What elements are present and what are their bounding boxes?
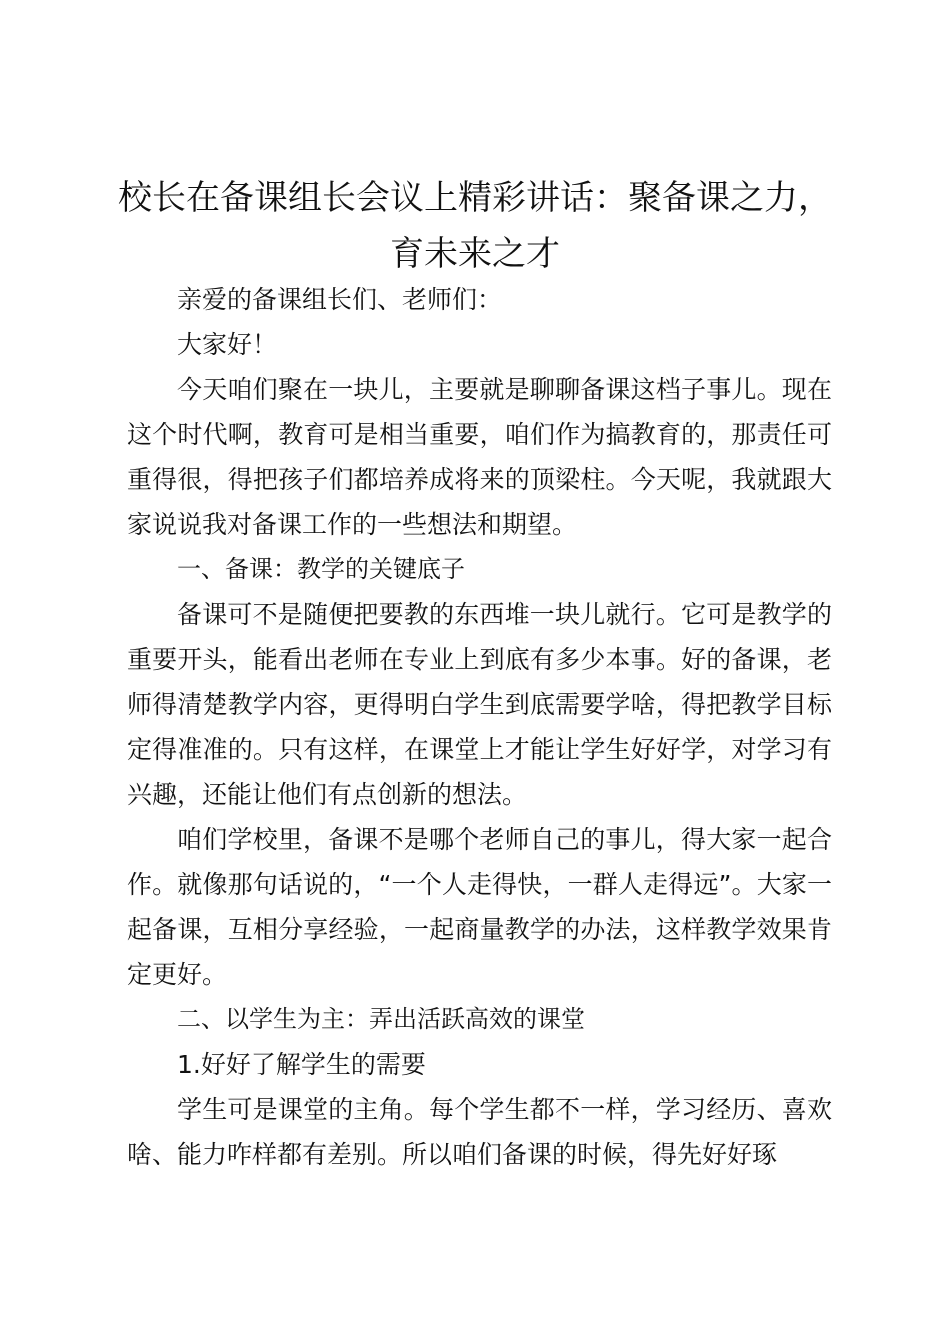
paragraph-section-2a: 学生可是课堂的主角。每个学生都不一样，学习经历、喜欢啥、能力咋样都有差别。所以咱们备课的时候，得先好好琢 [127,1095,832,1169]
salutation: 亲爱的备课组长们、老师们： [177,285,503,314]
paragraph-section-1b: 咱们学校里，备课不是哪个老师自己的事儿，得大家一起合作。就像那句话说的，“一个人走得快，一群人走得远”。大家一起备课，互相分享经验，一起商量教学的办法，这样教学效果肯定更好。 [127,825,832,989]
section-heading-1: 一、备课：教学的关键底子 [177,555,465,583]
paragraph-intro: 今天咱们聚在一块儿，主要就是聊聊备课这档子事儿。现在这个时代啊，教育可是相当重要，咱们作为搞教育的，那责任可重得很，得把孩子们都培养成将来的顶梁柱。今天呢，我就跟大家说说我对备课工作的一些想法和期望。 [127,375,832,539]
section-heading-2: 二、以学生为主：弄出活跃高效的课堂 [177,1005,585,1033]
document-body [127,277,832,1177]
subsection-heading-2-1: 1.好好了解学生的需要 [177,1050,426,1079]
paragraph-section-1a: 备课可不是随便把要教的东西堆一块儿就行。它可是教学的重要开头，能看出老师在专业上到底有多少本事。好的备课，老师得清楚教学内容，更得明白学生到底需要学啥，得把教学目标定得准准的。只有这样，在课堂上才能让学生好好学，对学习有兴趣，还能让他们有点创新的想法。 [127,600,832,809]
greeting: 大家好！ [177,330,278,359]
document-title: 校长在备课组长会议上精彩讲话：聚备课之力，育未来之才 [118,178,832,274]
